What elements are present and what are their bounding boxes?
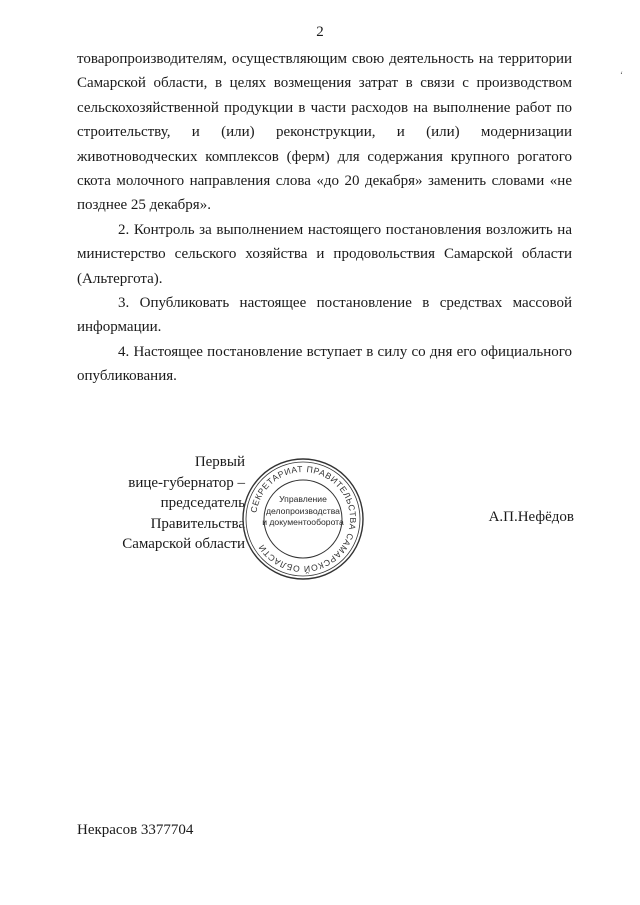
stamp-center-text [262,494,344,529]
signatory-title [85,452,245,555]
paragraph-continuation: товаропроизводителям, осуществляющим свою деятельность на территории Самарской области, в целях возмещения затрат в связи с производством сельскохозяйственной продукции в части расходов на выполнение работ по строительству, и (или) реконструкции, и (или) модернизации животноводческих комплексов (ферм) для содержания крупного рогатого скота молочного направления слова «до 20 декабря» заменить словами «не позднее 25 декабря». [77,51,572,214]
signatory-title-line-2: вице-губернатор – [128,474,245,491]
margin-mark: ‘ [620,70,623,80]
signatory-title-line-1: Первый [194,454,245,470]
paragraph-4: 4. Настоящее постановление вступает в силу со дня его официального опубликования. [77,343,572,385]
stamp-center-line-3: и документооборота [262,517,344,527]
stamp-center-line-2: делопроизводства [266,505,340,516]
signatory-title-line-4: Самарской области [122,536,245,552]
signatory-name: А.П.Нефёдов [488,509,574,525]
executor-note: Некрасов 3377704 [77,822,194,838]
stamp-ring-text: СЕКРЕТАРИАТ ПРАВИТЕЛЬСТВА САМАРСКОЙ ОБЛАСТИ [248,463,359,575]
official-stamp [240,456,366,582]
paragraph-2: 2. Контроль за выполнением настоящего постановления возложить на министерство сельского хозяйства и продовольствия Самарской области (Альтергота). [77,221,572,287]
signatory-title-line-3: председатель Правительства [150,495,245,532]
stamp-center-line-1: Управление [279,494,327,504]
document-body [77,47,572,389]
page-number: 2 [316,24,324,40]
paragraph-3: 3. Опубликовать настоящее постановление в средствах массовой информации. [77,295,572,336]
